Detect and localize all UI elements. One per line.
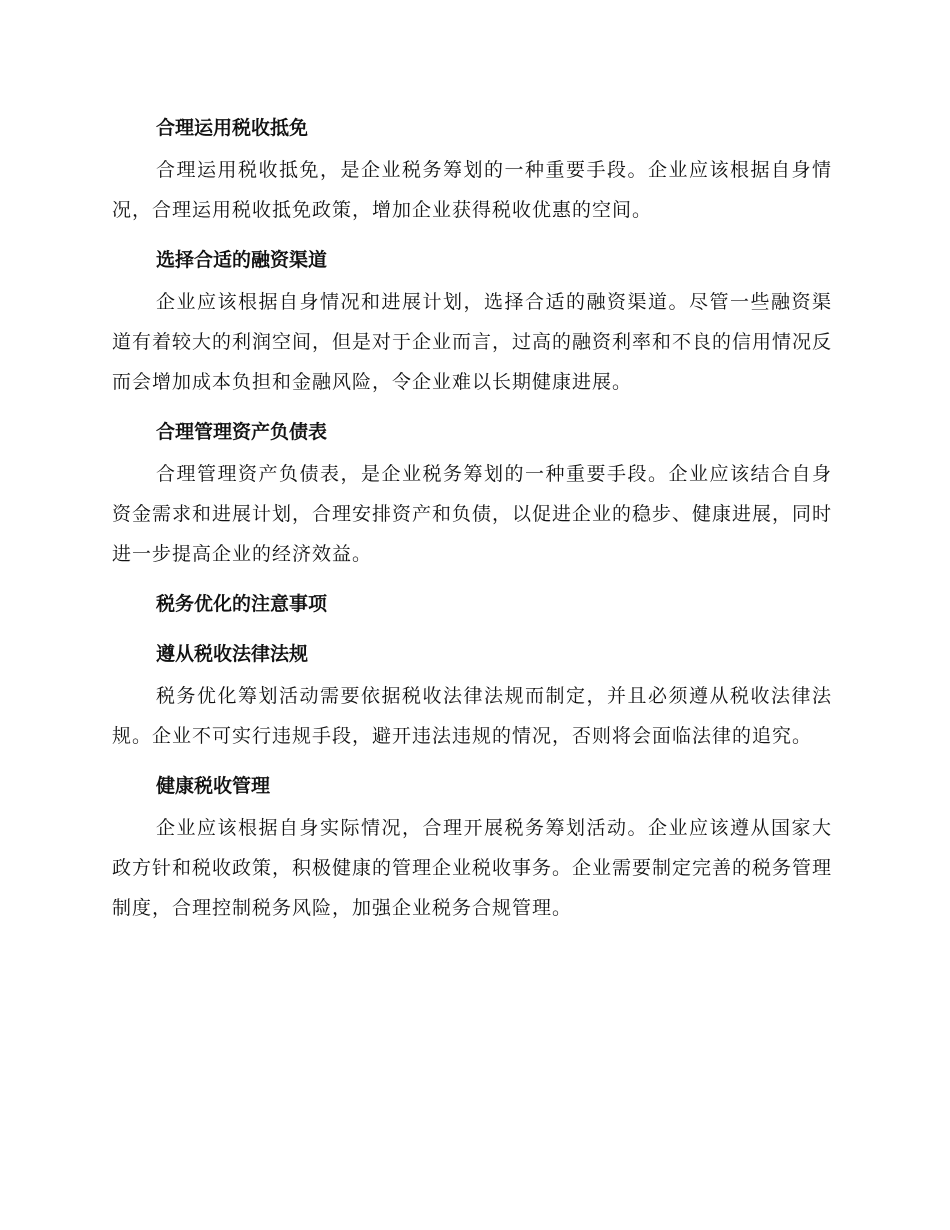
section-heading-optimization-notes: 税务优化的注意事项 (156, 593, 328, 615)
section-paragraph-balance-sheet: 合理管理资产负债表，是企业税务筹划的一种重要手段。企业应该结合自身资金需求和进展计划，合理安排资产和负债，以促进企业的稳步、健康进展，同时进一步提高企业的经济效益。 (112, 463, 833, 565)
section-paragraph-healthy-tax-management: 企业应该根据自身实际情况，合理开展税务筹划活动。企业应该遵从国家大政方针和税收政策，积极健康的管理企业税收事务。企业需要制定完善的税务管理制度，合理控制税务风险，加强企业税务合规管理。 (112, 817, 833, 919)
section-paragraph-tax-credit: 合理运用税收抵免，是企业税务筹划的一种重要手段。企业应该根据自身情况，合理运用税收抵免政策，增加企业获得税收优惠的空间。 (112, 159, 832, 221)
section-heading-healthy-tax-management: 健康税收管理 (156, 775, 271, 797)
section-heading-tax-credit: 合理运用税收抵免 (156, 117, 309, 139)
section-heading-balance-sheet: 合理管理资产负债表 (156, 421, 328, 443)
section-heading-tax-law-compliance: 遵从税收法律法规 (156, 643, 309, 665)
section-heading-financing-channel: 选择合适的融资渠道 (156, 249, 328, 271)
section-paragraph-tax-law-compliance: 税务优化筹划活动需要依据税收法律法规而制定，并且必须遵从税收法律法规。企业不可实行违规手段，避开违法违规的情况，否则将会面临法律的追究。 (112, 685, 832, 747)
document-body (112, 106, 832, 936)
section-paragraph-financing-channel: 企业应该根据自身情况和进展计划，选择合适的融资渠道。尽管一些融资渠道有着较大的利润空间，但是对于企业而言，过高的融资利率和不良的信用情况反而会增加成本负担和金融风险，令企业难以长期健康进展。 (112, 291, 833, 393)
